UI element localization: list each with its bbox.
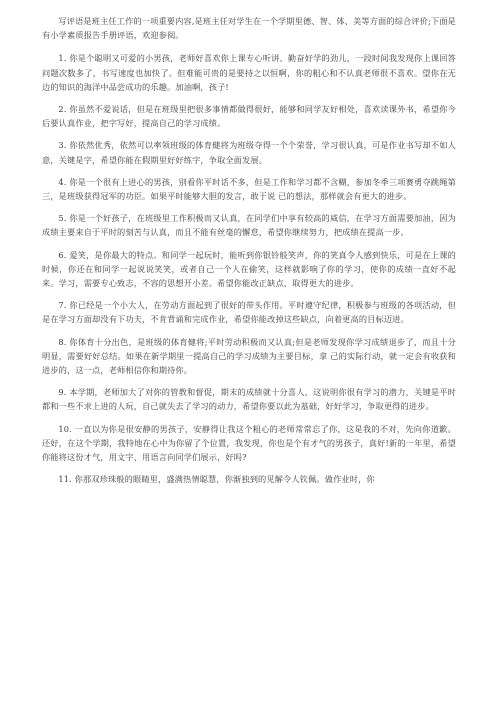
comment-paragraph-8: 8. 你体育十分出色，是班级的体育健将;平时劳动积极而又认真;但是老师发现你学习成绩退步了，而且十分明显，需要好好总结。如果在新学期里一提高自己的学习成绩为主要目标，拿 己的实际行动，就一定会有收获和进步的，这一点，老师相信你和期待你。 — [42, 336, 456, 376]
comment-paragraph-9: 9. 本学期，老师加大了对你的管教和督促，期末的成绩就十分喜人，这说明你很有学习的潜力，关键是平时都和一些不求上进的人玩，自己就失去了学习的动力，希望你要以此为基础，好好学习，争取更得的进步。 — [42, 387, 456, 412]
comment-paragraph-6: 6. 爱笑，是你最大的特点。和同学一起玩时，能听到你银铃般笑声，你的笑真令人感到快乐，可是在上课的时候，你还在和同学一起说说笑笑，或者自己一个人在偷笑，这样就影响了你的学习，使你的成绩一直好不起来。学习，需要专心致志，不容的思想开小差。希望你能改正缺点，取得更大的进步。 — [42, 249, 456, 289]
comment-paragraph-2: 2. 你虽然不爱说话，但是在班级里把很多事情都做得很好，能够和同学友好相处，喜欢读课外书，希望你今后要认真作业，把字写好，提高自己的学习成绩。 — [42, 104, 456, 129]
comment-paragraph-7: 7. 你已经是一个小大人，在劳动方面起到了很好的带头作用。平时遵守纪律，积极参与班级的各项活动，但是在学习方面却没有下功夫，不肯背诵和完成作业，希望你能改掉这些缺点，向着更高的目标迈进。 — [42, 300, 456, 325]
comment-paragraph-10: 10. 一直以为你是很安静的男孩子，安静得让我这个粗心的老师常常忘了你，这是我的不对，先向你道歉。还好，在这个学期，我特地在心中为你留了个位置，我发现，你也是个有才气的男孩子，真好!新的一年里，希望你能将这份才气，用文字、用语言向同学们展示，好吗? — [42, 423, 456, 463]
intro-paragraph: 写评语是班主任工作的一项重要内容,是班主任对学生在一个学期里德、智、体、美等方面的综合评价;下面是有小学素质报告手册评语，欢迎参阅。 — [42, 16, 456, 41]
comment-paragraph-1: 1. 你是个聪明又可爱的小男孩，老师好喜欢你上课专心听讲、勤奋好学的劲儿，一段时间我发现你上课回答问题次数多了，书写速度也加快了。但难能可贵的是要持之以恒啊，你的粗心和不认真老师很不喜欢。望你在无边的知识的海洋中品尝成功的乐趣。加油啊，孩子! — [42, 53, 456, 92]
comment-paragraph-4: 4. 你是一个很有上进心的男孩，别看你平时话不多，但是工作和学习都不含糊，参加冬季三项赛勇夺跳绳第三，是班级获得冠军的功臣。如果平时能够大胆的发言，敢于说 已的想法，那样就会有更大的进步。 — [42, 176, 456, 202]
comment-paragraph-3: 3. 你依然优秀，依然可以率领班级的体育健将为班级夺得一个个荣誉，学习很认真，可是作业书写却不如人意，关键是字，希望你能在假期里好好练字，争取全面发展。 — [42, 140, 456, 165]
comment-paragraph-11: 11. 你那双珍珠般的眼睛里，盛满热情聪慧，你渐独到的见解令人钦佩。做作业时，你 — [58, 474, 375, 485]
comment-paragraph-5: 5. 你是一个好孩子，在班级里工作积极而又认真，在同学们中享有较高的威信，在学习方面需要加油，因为成绩主要来自于平时的刻苦与认真，而且不能有丝毫的懈怠，希望你继续努力，把成绩在提高一步。 — [42, 213, 456, 238]
